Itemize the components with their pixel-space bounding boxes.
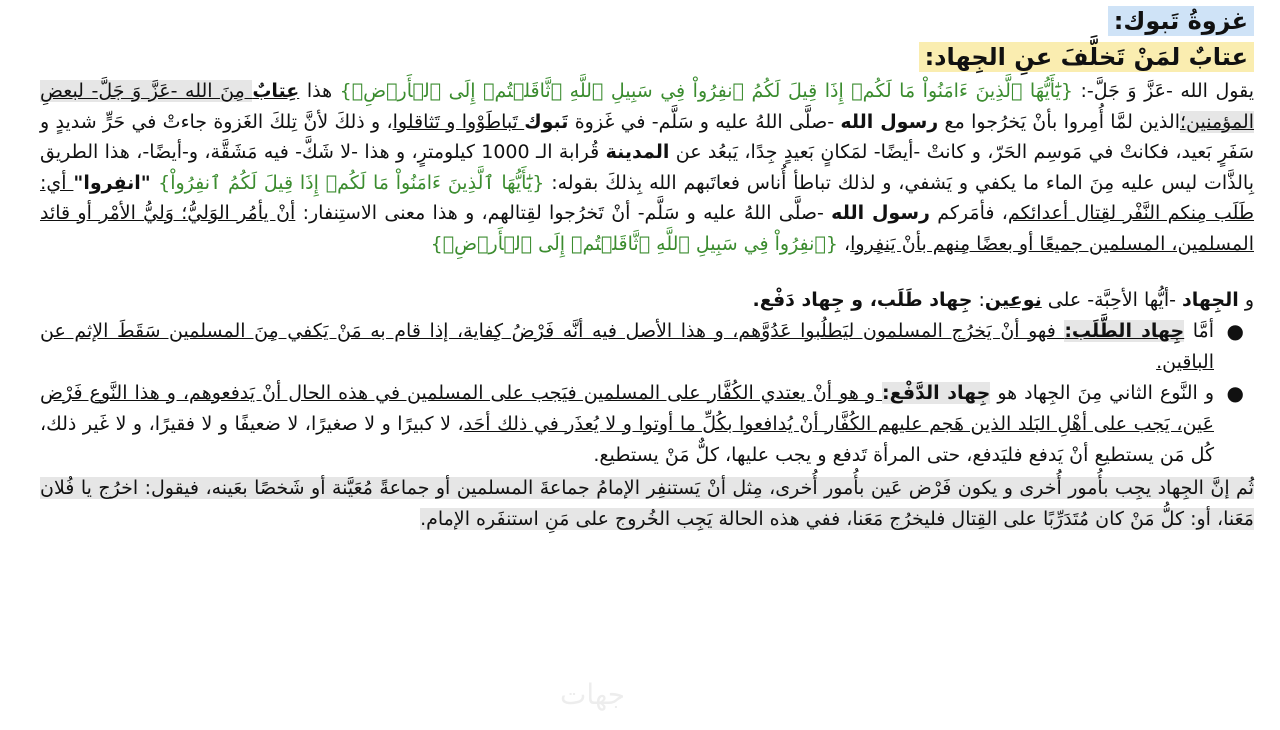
text-run: ، فأمَركم: [929, 202, 1008, 224]
keyword: رسول الله: [831, 202, 930, 224]
text-run: ، و ذلكَ لأنَّ تِلكَ الغَزوة جاءتْ في حَرٍّ شديدٍ و سَفَرٍ بَعيد، فكانتْ في مَوسِم الحَرّ، و كانتْ -أيضًا- لمَكانٍ بَعيدٍ جِدًا، يَبعُد عن: [40, 110, 1255, 163]
keyword: الجِهاد: [1182, 289, 1239, 311]
paragraph-final: [40, 473, 1254, 535]
title-row: [40, 6, 1254, 36]
text-run: ،: [837, 232, 851, 255]
keyword: جِهاد الدَّفْع:: [882, 381, 991, 404]
underlined-text: تَباطَوْوا و تَثاقلوا: [392, 110, 525, 133]
keyword: "انفِروا": [73, 171, 159, 194]
bullet-list: [40, 316, 1254, 471]
paragraph-jihad-types: [40, 285, 1254, 316]
underlined-text: مِنَ الله -عَزَّ وَ جَلَّ- لبعضِ المؤمنين؛: [40, 80, 1254, 133]
underlined-text: أي: طَلَب مِنكم النَّفْر لقِتال أعدائكم: [40, 171, 1255, 224]
list-item: [40, 378, 1244, 471]
quran-verse: {ٱنفِرُواْ فِي سَبِيلِ ٱللَّهِ ٱثَّاقَلۡتُمۡ إِلَى ٱلۡأَرۡضِۚ}: [430, 232, 838, 255]
quran-verse: {يَٰٓأَيُّهَا ٱلَّذِينَ ءَامَنُواْ مَا لَكُمۡ إِذَا قِيلَ لَكُمُ ٱنفِرُواْ فِي سَبِيلِ ٱللَّهِ ٱثَّاقَلۡتُمۡ إِلَى ٱلۡأَرۡضِۚ}: [339, 80, 1073, 102]
paragraph-intro: [40, 76, 1254, 259]
underlined-text: و هو أنْ يعتدي الكُفَّار على المسلمين فيَجب على المسلمين في هذه الحال أنْ يَدفعوهم، و هذا النَّوع فَرْض عَين، يَجب على أهْلِ البَلد الذين هَجم عليهم الكُفَّار أنْ يُدافعوا بكُلِّ ما أوتوا و لا يُعذَر في ذلك أحَد: [40, 381, 1214, 435]
keyword: رسول الله: [840, 110, 939, 133]
keyword: عِتابٌ: [252, 80, 300, 102]
text-run: -صلَّى اللهُ عليه و سَلَّم- في غَزوة: [568, 110, 841, 133]
section-subtitle: عتابٌ لمَنْ تَخلَّفَ عنِ الجِهاد:: [919, 42, 1254, 72]
text-run: -أيُّها الأحِبَّة- على: [1041, 289, 1182, 311]
keyword: تَبوك: [524, 110, 569, 133]
quran-verse: {يَٰٓأَيُّهَا ٱلَّذِينَ ءَامَنُواْ مَا لَكُمۡ إِذَا قِيلَ لَكُمُ ٱنفِرُواْ}: [158, 171, 545, 194]
watermark: جهات: [560, 678, 626, 711]
text-run: يقول الله -عَزَّ وَ جَلَّ-:: [1072, 80, 1254, 102]
keyword: المدينة: [605, 141, 670, 163]
bullet-icon: ●: [1226, 318, 1244, 343]
page-title: غزوةُ تَبوك:: [1108, 6, 1254, 36]
text-run: أمَّا: [1184, 319, 1214, 342]
text-run: و النَّوع الثاني مِنَ الجِهاد هو: [990, 381, 1214, 404]
text-run: الذين لمَّا أُمِروا بأنْ يَخرُجوا مع: [938, 110, 1180, 133]
keyword: جِهاد الطَّلَب:: [1064, 319, 1185, 342]
text-run: -صلَّى اللهُ عليه و سَلَّم- أنْ تَخرُجوا لقِتالهم، و هذا معنى الاستِنفار:: [295, 202, 832, 224]
text-run: هذا: [299, 80, 340, 102]
list-item: [40, 316, 1244, 378]
text-run: و: [1238, 289, 1254, 311]
bullet-icon: ●: [1226, 380, 1244, 405]
underlined-text: أنْ يأمُر الوَليُّ؛ وَليُّ الأمْر أو قائد المسلمين، المسلمين جميعًا أو بعضًا مِنهم بأنْ يَنفِروا: [40, 202, 1254, 255]
subtitle-row: [40, 36, 1254, 72]
text-run: ، لا كبيرًا و لا صغيرًا، لا ضعيفًا و لا فقيرًا، و لا غَير ذلك، كُل مَن يستطيع أنْ يَدفع فليَدفع، حتى المرأة تَدفع و يجب عليها، كلٌّ مَنْ يستطيع.: [40, 412, 1214, 466]
underlined-text: فهو أنْ يَخرُج المسلمون ليَطلُبوا عَدُوَّهم، و هذا الأصل فيه أنَّه فَرْضُ كِفاية، إذا قام به مَنْ يَكفي مِنَ المسلمين سَقَطَ الإثم عن الباقين.: [40, 319, 1214, 373]
keyword: نوعين: [984, 289, 1042, 311]
text-run: :: [972, 289, 985, 311]
keyword: جِهاد طَلَب، و جِهاد دَفْع.: [752, 289, 973, 311]
highlighted-text: ثُم إنَّ الجِهاد يجِب بأُمور أُخرى و يكون فَرْض عَين بأُمور أُخرى، مِثل أنْ يَستنفِر الإمامُ جماعةَ المسلمين أو جماعةً مُعَيَّنة أو شَخصًا بعَينه، فيقول: اخرُج يا فُلان مَعَنا، أو: كلُّ مَنْ كان مُتَدَرِّبًا على القِتال فليخرُج مَعَنا، ففي هذه الحالة يَجِب الخُروج على مَنِ استنفَره الإمام.: [40, 476, 1254, 530]
text-run: قُرابة الـ 1000 كيلومترٍ، و هذا -لا شَكَّ- فيه مَشَقَّة، و-أيضًا-، هذا الطريق بِالذَّات ليس عليه مِنَ الماء ما يكفي و يَشفي، و لذلك تباطأ أُناس فعاتَبهم الله بِذلكَ بقوله:: [40, 141, 1255, 194]
